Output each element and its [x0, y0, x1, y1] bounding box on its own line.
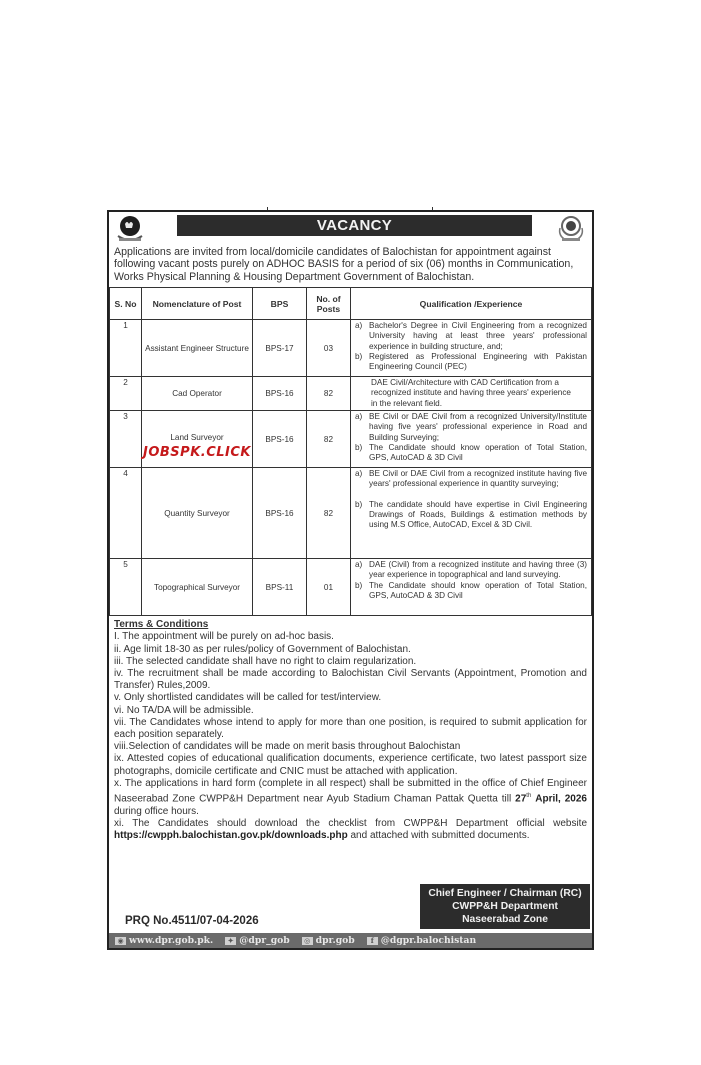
footer-twitter[interactable]: ✦ @dpr_gob [225, 933, 289, 948]
qualification-item: a) Bachelor's Degree in Civil Engineering from a recognized University having at least three years' professional experience in building structure, and; [354, 321, 587, 351]
qualification-item: b) The candidate should have expertise in Civil Engineering Drawings of Roads, Buildings & estimation methods by using M.S Office, AutoCAD, Excel & 3D Civil. [354, 499, 587, 530]
posts-cell: 82 [306, 377, 350, 411]
col-header-posts: No. of Posts [306, 288, 350, 320]
facebook-icon: f [367, 937, 378, 945]
watermark-text: JOBSPK.CLICK [143, 444, 251, 460]
term-item: xi. The Candidates should download the checklist from CWPP&H Department official website https://cwpph.balochistan.gov.pk/downloads.php and attached with submitted documents. [114, 817, 587, 841]
prq-number: PRQ No.4511/07-04-2026 [125, 915, 259, 927]
qualification-cell [350, 411, 591, 468]
post-cell: Quantity Surveyor [142, 468, 253, 559]
col-header-qualification: Qualification /Experience [350, 288, 591, 320]
qualification-item: b) Registered as Professional Engineering with Pakistan Engineering Council (PEC) [354, 351, 587, 372]
bps-cell: BPS-16 [252, 377, 306, 411]
qualification-item: a) BE Civil or DAE Civil from a recognized institute having five years' professional experience in quantity surveying; [354, 469, 587, 489]
table-row [110, 320, 592, 377]
term-item: ii. Age limit 18-30 as per rules/policy of Government of Balochistan. [114, 643, 411, 655]
table-row [110, 468, 592, 559]
qualification-item: b) The Candidate should know operation of Total Station, GPS, AutoCAD & 3D Civil [354, 580, 587, 600]
term-item: ix. Attested copies of educational qualification documents, experience certificate, two latest passport size photographs, domicile certificate and CNIC must be attached with application. [114, 753, 587, 777]
col-header-bps: BPS [252, 288, 306, 320]
balochistan-emblem-icon [115, 214, 145, 244]
term-item: v. Only shortlisted candidates will be called for test/interview. [114, 692, 382, 704]
vacancy-advertisement [107, 210, 594, 950]
term-item: x. The applications in hard form (complete in all respect) shall be submitted in the office of Chief Engineer Naseerabad Zone CWPP&H Department near Ayub Stadium Chaman Pattak Quetta till 27th April, 2026 during office hours. [114, 777, 587, 817]
qualification-item: a) BE Civil or DAE Civil from a recognized University/Institute having five years' professional experience in Road and Building Surveying; [354, 412, 587, 442]
footer-facebook[interactable]: f @dgpr.balochistan [367, 933, 476, 948]
term-item: iv. The recruitment shall be made according to Balochistan Civil Servants (Appointment, Promotion and Transfer) Rules,2009. [114, 668, 587, 692]
post-cell: Assistant Engineer Structure [142, 320, 253, 377]
checklist-url-link[interactable]: https://cwpph.balochistan.gov.pk/downloads.php [114, 830, 348, 841]
globe-icon: ◉ [115, 937, 126, 945]
table-row [110, 411, 592, 468]
term-item: vi. No TA/DA will be admissible. [114, 704, 254, 716]
table-row [110, 559, 592, 616]
posts-cell: 82 [306, 468, 350, 559]
bps-cell: BPS-17 [252, 320, 306, 377]
department-emblem-icon [556, 214, 586, 244]
twitter-icon: ✦ [225, 937, 236, 945]
col-header-sno: S. No [110, 288, 142, 320]
ad-header [109, 212, 592, 246]
instagram-icon: ◎ [302, 937, 313, 945]
sno-cell: 4 [110, 468, 142, 559]
terms-title: Terms & Conditions [114, 619, 209, 631]
table-row [110, 377, 592, 411]
bps-cell: BPS-16 [252, 411, 306, 468]
signature-block: Chief Engineer / Chairman (RC) CWPP&H Department Naseerabad Zone [420, 884, 590, 929]
vacancy-table [109, 287, 592, 616]
bps-cell: BPS-16 [252, 468, 306, 559]
sno-cell: 5 [110, 559, 142, 616]
vacancy-title: VACANCY [177, 215, 532, 236]
sno-cell: 3 [110, 411, 142, 468]
sno-cell: 2 [110, 377, 142, 411]
terms-and-conditions [109, 616, 592, 842]
deadline-date: April, 2026 [535, 793, 587, 805]
intro-paragraph: Applications are invited from local/domicile candidates of Balochistan for appointment against following vacant posts purely on ADHOC BASIS for a period of six (06) months in Communication, Works Physical Planning & Housing Department Government of Balochistan. [114, 246, 574, 283]
bps-cell: BPS-11 [252, 559, 306, 616]
post-cell: Cad Operator [142, 377, 253, 411]
post-cell: Land Surveyor JOBSPK.CLICK [142, 411, 253, 468]
qualification-item: a) DAE (Civil) from a recognized institute and having three (3) year experience in topographical and land surveying. [354, 560, 587, 580]
term-item: I. The appointment will be purely on ad-hoc basis. [114, 631, 334, 643]
deadline-day: 27 [515, 793, 527, 805]
qualification-cell: DAE Civil/Architecture with CAD Certification from a recognized institute and having three years' experience in the relevant field. [350, 377, 591, 411]
qualification-cell [350, 468, 591, 559]
term-item: vii. The Candidates whose intend to apply for more than one position, is required to submit application for each position separately. [114, 716, 587, 741]
posts-cell: 82 [306, 411, 350, 468]
footer-website[interactable]: ◉ www.dpr.gob.pk. [115, 933, 213, 948]
col-header-post: Nomenclature of Post [142, 288, 253, 320]
term-item: iii. The selected candidate shall have no right to claim regularization. [114, 655, 417, 667]
qualification-cell [350, 320, 591, 377]
qualification-item: b) The Candidate should know operation of Total Station, GPS, AutoCAD & 3D Civil [354, 442, 587, 463]
table-header-row [110, 288, 592, 320]
posts-cell: 01 [306, 559, 350, 616]
footer-social-bar [109, 933, 592, 948]
post-cell: Topographical Surveyor [142, 559, 253, 616]
sno-cell: 1 [110, 320, 142, 377]
qualification-cell [350, 559, 591, 616]
footer-instagram[interactable]: ◎ dpr.gob [302, 933, 355, 948]
posts-cell: 03 [306, 320, 350, 377]
term-item: viii.Selection of candidates will be made on merit basis throughout Balochistan [114, 741, 461, 753]
